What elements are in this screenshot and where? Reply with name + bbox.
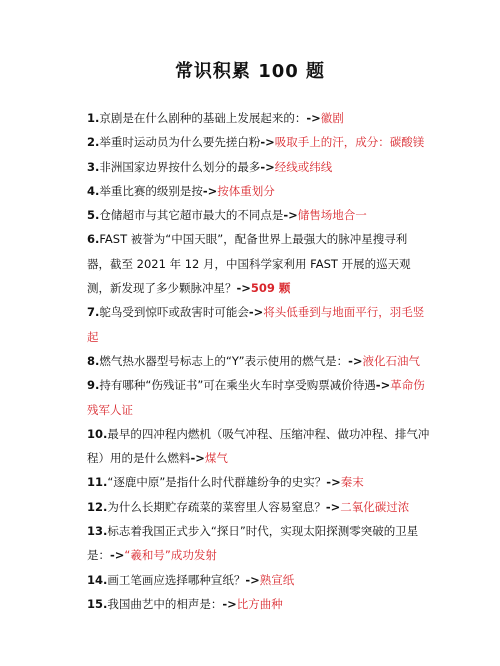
question-text: 燃气热水器型号标志上的“Y”表示使用的燃气是： [99, 353, 349, 368]
answer-arrow: -> [348, 353, 363, 368]
question-number: 6. [87, 232, 100, 247]
question-text: “逐鹿中原”是指什么时代群雄纷争的史实？ [107, 475, 327, 490]
answer-text: 比方曲种 [236, 596, 283, 611]
question-number: 7. [87, 305, 100, 320]
question-number: 14. [87, 572, 108, 587]
question-item [87, 495, 430, 519]
question-item [87, 592, 430, 616]
question-text: 京剧是在什么剧种的基础上发展起来的： [99, 111, 307, 125]
question-text: 为什么长期贮存疏菜的菜窖里人容易窒息？ [107, 499, 326, 514]
answer-text: 按体重划分 [217, 183, 275, 198]
question-text: FAST 被誉为“中国天眼”，配备世界上最强大的脉冲星搜寻利器，截至 2021 年 12 月，中国科学家利用 FAST 开展的巡天观测，新发现了多少颗脉冲星？ [87, 232, 411, 296]
answer-arrow: -> [306, 111, 321, 125]
question-item [87, 519, 430, 568]
answer-arrow: -> [260, 159, 275, 174]
question-text: 举重比赛的级别是按 [99, 183, 203, 198]
answer-text: 秦末 [340, 475, 364, 490]
answer-text: 徽剧 [320, 111, 344, 125]
answer-arrow: -> [248, 305, 264, 320]
answer-text: 将头低垂到与地面平行，羽毛竖起 [87, 305, 425, 344]
question-number: 5. [87, 208, 100, 223]
answer-arrow: -> [325, 499, 341, 514]
question-text: 仓储超市与其它超市最大的不同点是 [99, 208, 284, 223]
question-item [87, 106, 430, 130]
answer-arrow: -> [202, 183, 218, 198]
question-number: 3. [87, 159, 100, 174]
answer-arrow: -> [375, 378, 391, 393]
question-number: 13. [87, 524, 108, 539]
answer-text: 煤气 [204, 451, 228, 466]
answer-text: 储售场地合一 [297, 208, 367, 223]
question-number: 15. [87, 596, 108, 611]
answer-text: 革命伤残军人证 [87, 378, 425, 417]
question-item [87, 568, 430, 592]
answer-arrow: -> [236, 281, 251, 296]
question-number: 10. [87, 426, 108, 441]
question-number: 12. [87, 499, 108, 514]
question-text: 标志着我国正式步入“探日”时代，实现太阳探测零突破的卫星是： [87, 524, 419, 563]
question-item [87, 203, 430, 227]
question-number: 1. [87, 111, 100, 125]
question-list [87, 106, 430, 616]
answer-arrow: -> [190, 451, 205, 466]
answer-arrow: -> [110, 548, 125, 563]
question-number: 9. [87, 378, 100, 393]
question-text: 鸵鸟受到惊吓或敌害时可能会 [99, 305, 249, 320]
question-item [87, 155, 430, 179]
question-item [87, 470, 430, 494]
question-text: 非洲国家边界按什么划分的最多 [99, 159, 261, 174]
question-text: 持有哪种“伤残证书”可在乘坐火车时享受购票减价待遇 [99, 378, 376, 393]
answer-arrow: -> [283, 208, 298, 223]
page-title: 常识积累 100 题 [174, 61, 326, 82]
question-number: 8. [87, 353, 100, 368]
answer-arrow: -> [260, 135, 275, 150]
answer-text: “羲和号”成功发射 [124, 548, 217, 563]
question-number: 2. [87, 135, 100, 150]
question-text: 我国曲艺中的相声是： [107, 596, 223, 611]
question-item [87, 227, 430, 300]
question-text: 最早的四冲程内燃机（吸气冲程、压缩冲程、做功冲程、排气冲程）用的是什么燃料 [87, 426, 430, 466]
answer-arrow: -> [326, 475, 341, 490]
answer-text: 二氧化碳过浓 [340, 499, 410, 514]
answer-text: 熟宣纸 [259, 572, 295, 587]
question-item [87, 373, 430, 422]
answer-text: 经线或纬线 [274, 159, 333, 174]
answer-text: 509 颗 [250, 281, 291, 296]
answer-text: 吸取手上的汗，成分：碳酸镁 [274, 135, 425, 150]
question-number: 11. [87, 475, 108, 490]
answer-text: 液化石油气 [362, 353, 421, 368]
question-item [87, 349, 430, 373]
question-text: 举重时运动员为什么要先搓白粉 [99, 135, 261, 150]
question-item [87, 422, 430, 471]
question-text: 画工笔画应选择哪种宣纸？ [107, 572, 246, 587]
answer-arrow: -> [245, 572, 260, 587]
question-item [87, 179, 430, 203]
question-number: 4. [87, 183, 100, 198]
answer-arrow: -> [222, 596, 237, 611]
question-item [87, 130, 430, 154]
question-item [87, 300, 430, 349]
